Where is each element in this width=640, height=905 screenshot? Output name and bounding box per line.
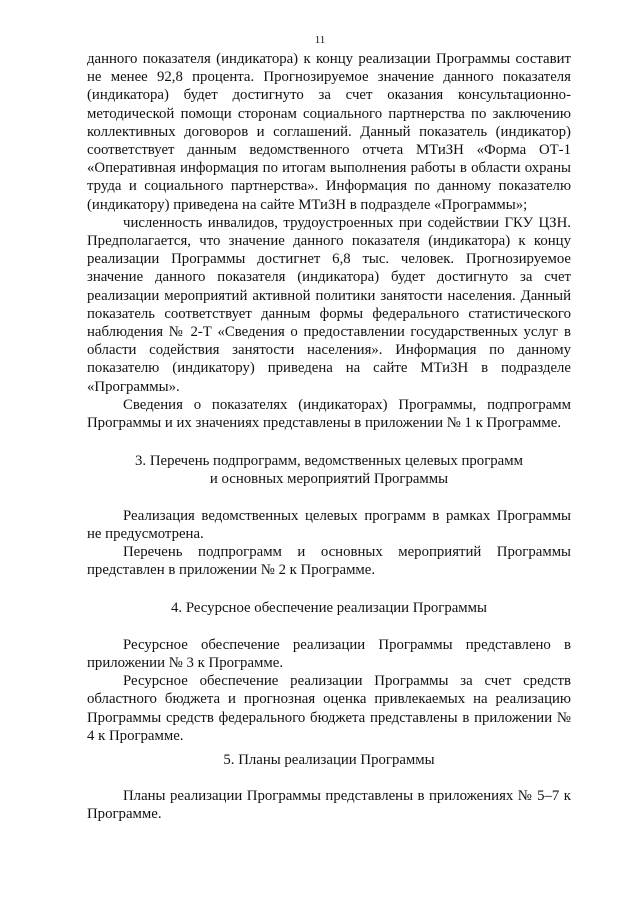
paragraph-disabled-employment: численность инвалидов, трудоустроенных при содействии ГКУ ЦЗН. Предполагается, что значение данного показателя (индикатора) к концу реализации Программы достигнет 6,8 тыс. человек. Прогнозируемое значение данного показателя (индикатора) будет достигнуто за счет реализации мероприятий активной политики занятости населения. Данный показатель соответствует данным формы федерального статистического наблюдения № 2-Т «Сведения о предоставлении государственных услуг в области содействия занятости населения». Информация по данному показателю (индикатору) приведена на сайте МТиЗН в подразделе «Программы».: [87, 214, 571, 395]
paragraph-resource-appendix-4: Ресурсное обеспечение реализации Программы за счет средств областного бюджета и прогнозная оценка привлекаемых на реализацию Программы средств федерального бюджета представлены в приложении № 4 к Программе.: [87, 673, 571, 744]
paragraph-subprograms-list: Перечень подпрограмм и основных мероприятий Программы представлен в приложении № 2 к Программе.: [87, 544, 571, 579]
section-4-heading: 4. Ресурсное обеспечение реализации Программы: [171, 600, 487, 617]
section-5-heading: 5. Планы реализации Программы: [223, 751, 435, 768]
paragraph-implementation-plans: Планы реализации Программы представлены в приложениях № 5–7 к Программе.: [87, 788, 571, 823]
paragraph-resource-appendix-3: Ресурсное обеспечение реализации Программы представлено в приложении № 3 к Программе.: [87, 636, 571, 671]
section-3-heading-line-2: и основных мероприятий Программы: [209, 471, 449, 488]
section-3-heading-line-1: 3. Перечень подпрограмм, ведомственных целевых программ: [135, 453, 523, 470]
paragraph-indicator-continuation: данного показателя (индикатора) к концу реализации Программы составит не менее 92,8 процента. Прогнозируемое значение данного показателя (индикатора) будет достигнуто за счет оказания консультационно-методической помощи сторонам социального партнерства по заключению коллективных договоров и соглашений. Данный показатель (индикатор) соответствует данным ведомственного отчета МТиЗН «Форма ОТ-1 «Оперативная информация по итогам выполнения работы в области охраны труда и социального партнерства». Информация по данному показателю (индикатору) приведена на сайте МТиЗН в подразделе «Программы»;: [87, 51, 571, 213]
page-number: 11: [314, 34, 326, 46]
document-body: [87, 50, 571, 824]
section-3-heading: [87, 452, 571, 488]
paragraph-indicators-appendix: Сведения о показателях (индикаторах) Программы, подпрограмм Программы и их значениях представлены в приложении № 1 к Программе.: [87, 396, 571, 432]
paragraph-departmental-programs: Реализация ведомственных целевых программ в рамках Программы не предусмотрена.: [87, 507, 571, 542]
